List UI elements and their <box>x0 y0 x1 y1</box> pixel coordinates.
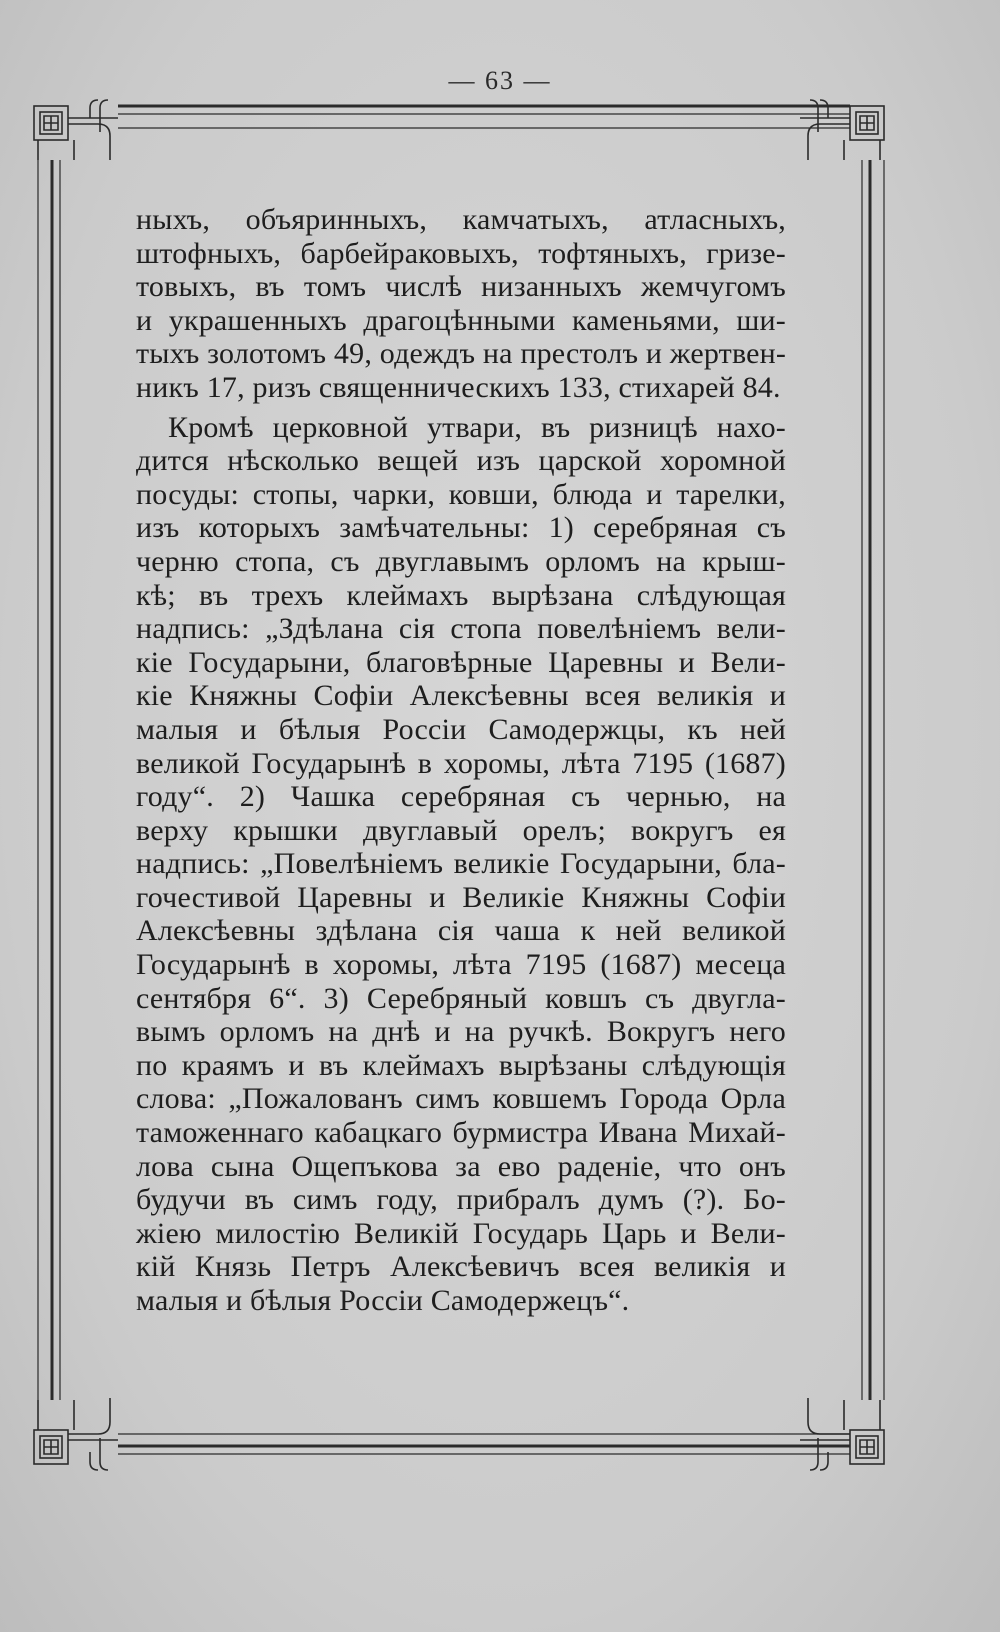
text-line: малыя и бѣлыя Россіи Самодержцы, къ ней <box>136 712 786 746</box>
page-number: — 63 — <box>448 66 552 95</box>
text-line: таможеннаго кабацкаго бурмистра Ивана Михай- <box>136 1116 786 1150</box>
text-line: слова: „Пожалованъ симъ ковшемъ Города Орла <box>136 1082 786 1116</box>
text-line: верху крышки двуглавый орелъ; вокругъ ея <box>136 813 786 847</box>
text-line: по краямъ и въ клеймахъ вырѣзаны слѣдующія <box>136 1048 786 1082</box>
text-line: дится нѣсколько вещей изъ царской хоромной <box>136 444 786 478</box>
text-line: черню стопа, съ двуглавымъ орломъ на крыш- <box>136 544 786 578</box>
body-text <box>136 203 786 1318</box>
text-line: гочестивой Царевны и Великіе Княжны Софіи <box>136 880 786 914</box>
text-line: кіе Княжны Софіи Алексѣевны всея великія и <box>136 679 786 713</box>
text-line: кій Князь Петръ Алексѣевичъ всея великія и <box>136 1250 786 1284</box>
text-line: кіе Государыни, благовѣрные Царевны и Вели- <box>136 645 786 679</box>
text-line: и украшенныхъ драгоцѣнными каменьями, ши- <box>136 303 786 337</box>
text-line: великой Государынѣ в хоромы, лѣта 7195 (1687) <box>136 746 786 780</box>
text-line: изъ которыхъ замѣчательны: 1) серебряная съ <box>136 511 786 545</box>
text-line: вымъ орломъ на днѣ и на ручкѣ. Вокругъ него <box>136 1015 786 1049</box>
text-line: надпись: „Повелѣніемъ великіе Государыни, бла- <box>136 847 786 881</box>
text-line: тыхъ золотомъ 49, одеждъ на престолъ и жертвен- <box>136 337 787 371</box>
text-line: кѣ; въ трехъ клеймахъ вырѣзана слѣдующая <box>136 578 786 612</box>
paragraph-2 <box>136 411 786 1318</box>
text-line: сентября 6“. 3) Серебряный ковшъ съ двугла- <box>136 981 786 1015</box>
text-line: году“. 2) Чашка серебряная съ чернью, на <box>136 780 786 814</box>
text-line: Алексѣевны здѣлана сія чаша к ней великой <box>136 914 786 948</box>
text-line: жіею милостію Великій Государь Царь и Вели- <box>136 1216 786 1250</box>
text-line: Государынѣ в хоромы, лѣта 7195 (1687) месеца <box>136 948 786 982</box>
text-line: Кромѣ церковной утвари, въ ризницѣ нахо- <box>168 410 786 444</box>
text-line: посуды: стопы, чарки, ковши, блюда и тарелки, <box>136 477 786 511</box>
text-line: ныхъ, объяринныхъ, камчатыхъ, атласныхъ, <box>136 203 786 236</box>
paragraph-1 <box>136 203 786 405</box>
text-line: лова сына Ощепъкова за ево раденіе, что онъ <box>136 1149 786 1183</box>
text-line: малыя и бѣлыя Россіи Самодержецъ“. <box>136 1284 630 1317</box>
text-line: надпись: „Здѣлана сія стопа повелѣніемъ вели- <box>136 612 786 646</box>
text-line: никъ 17, ризъ священническихъ 133, стихарей 84. <box>136 370 781 404</box>
text-line: товыхъ, въ томъ числѣ низанныхъ жемчугомъ <box>136 270 786 304</box>
text-line: штофныхъ, барбейраковыхъ, тофтяныхъ, гризе- <box>136 236 786 270</box>
text-line: будучи въ симъ году, прибралъ думъ (?). Бо- <box>136 1183 786 1217</box>
